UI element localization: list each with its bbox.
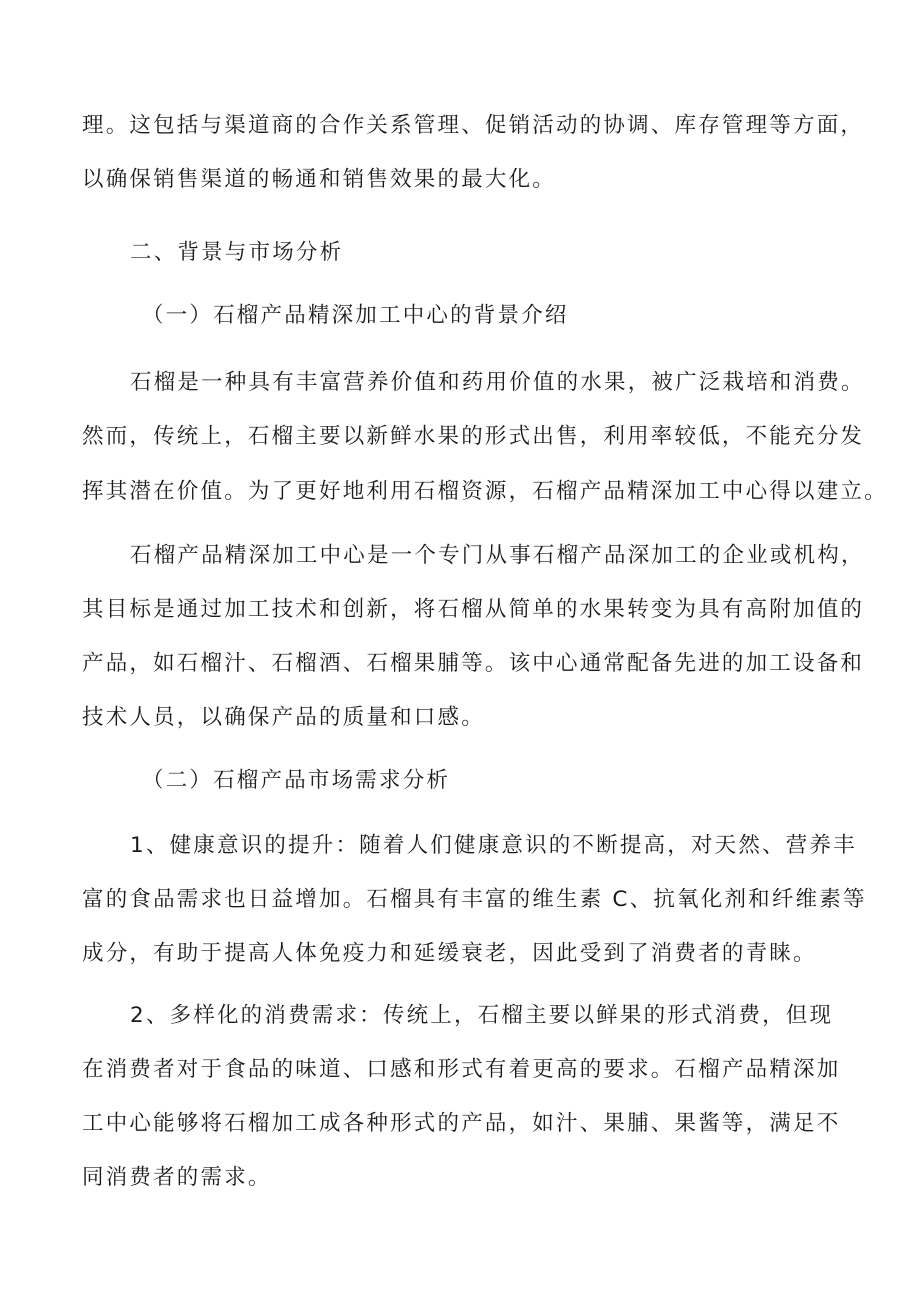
subheading-background: （一）石榴产品精深加工中心的背景介绍 <box>142 303 569 328</box>
intro-line-1: 理。这包括与渠道商的合作关系管理、促销活动的协调、库存管理等方面， <box>82 113 865 138</box>
demand-point-2-line-3: 工中心能够将石榴加工成各种形式的产品，如汁、果脯、果酱等，满足不 <box>82 1111 841 1136</box>
section-heading: 二、背景与市场分析 <box>130 240 344 265</box>
background-para-1-line-1: 石榴是一种具有丰富营养价值和药用价值的水果，被广泛栽培和消费。 <box>130 370 865 395</box>
demand-point-1-line-2: 富的食品需求也日益增加。石榴具有丰富的维生素 C、抗氧化剂和纤维素等 <box>82 887 867 912</box>
background-para-1-line-3: 挥其潜在价值。为了更好地利用石榴资源，石榴产品精深加工中心得以建立。 <box>82 479 888 504</box>
background-para-2-line-4: 技术人员，以确保产品的质量和口感。 <box>82 705 485 730</box>
demand-point-2-line-4: 同消费者的需求。 <box>82 1165 272 1190</box>
background-para-2-line-2: 其目标是通过加工技术和创新，将石榴从简单的水果转变为具有高附加值的 <box>82 597 865 622</box>
background-para-2-line-1: 石榴产品精深加工中心是一个专门从事石榴产品深加工的企业或机构， <box>130 543 865 568</box>
intro-line-2: 以确保销售渠道的畅通和销售效果的最大化。 <box>82 167 557 192</box>
demand-point-1-line-3: 成分，有助于提高人体免疫力和延缓衰老，因此受到了消费者的青睐。 <box>82 941 817 966</box>
background-para-2-line-3: 产品，如石榴汁、石榴酒、石榴果脯等。该中心通常配备先进的加工设备和 <box>82 651 865 676</box>
background-para-1-line-2: 然而，传统上，石榴主要以新鲜水果的形式出售，利用率较低，不能充分发 <box>82 424 865 449</box>
demand-point-1-line-1: 1、健康意识的提升：随着人们健康意识的不断提高，对天然、营养丰 <box>130 833 857 858</box>
demand-point-2-line-1: 2、多样化的消费需求：传统上，石榴主要以鲜果的形式消费，但现 <box>130 1003 834 1028</box>
subheading-demand: （二）石榴产品市场需求分析 <box>142 768 451 793</box>
demand-point-2-line-2: 在消费者对于食品的味道、口感和形式有着更高的要求。石榴产品精深加 <box>82 1057 841 1082</box>
